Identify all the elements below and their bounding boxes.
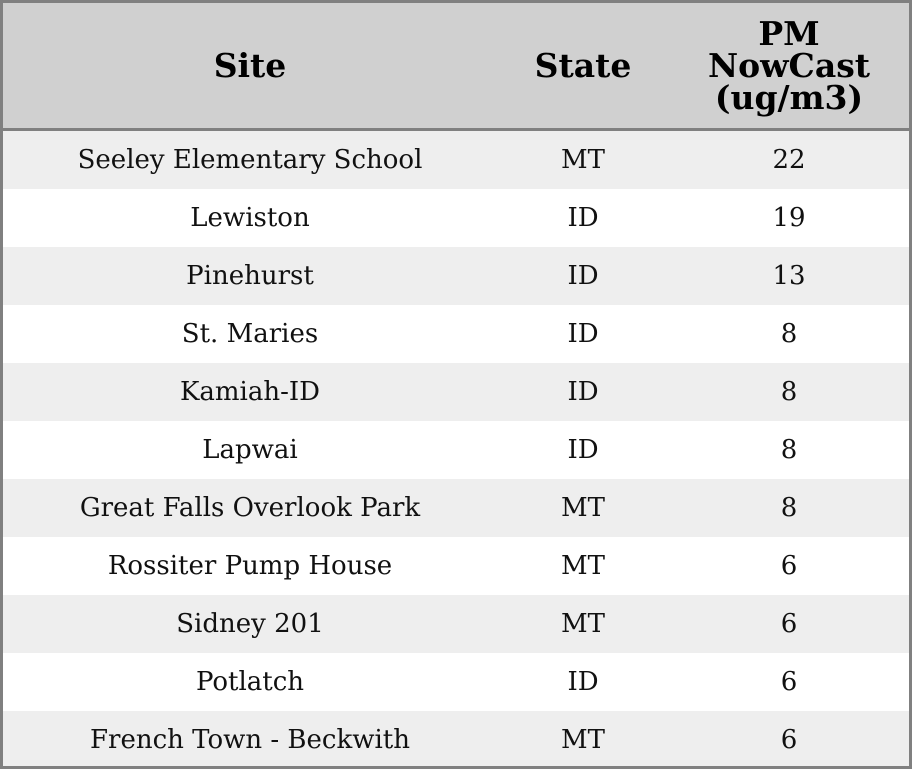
column-header-state xyxy=(497,3,669,130)
pm-value-cell: 22 xyxy=(669,130,909,190)
state-cell: MT xyxy=(497,595,669,653)
pm-value-cell: 6 xyxy=(669,595,909,653)
pm-value-cell: 8 xyxy=(669,479,909,537)
table-body xyxy=(3,130,909,769)
table-row xyxy=(3,363,909,421)
pm-value-cell: 8 xyxy=(669,305,909,363)
table-row xyxy=(3,421,909,479)
pm-value-cell: 8 xyxy=(669,363,909,421)
site-cell: Kamiah-ID xyxy=(3,363,497,421)
site-cell: Pinehurst xyxy=(3,247,497,305)
state-cell: ID xyxy=(497,363,669,421)
state-cell: ID xyxy=(497,189,669,247)
site-cell: French Town - Beckwith xyxy=(3,711,497,769)
pm-value-cell: 13 xyxy=(669,247,909,305)
table-row xyxy=(3,189,909,247)
site-cell: Lewiston xyxy=(3,189,497,247)
state-cell: ID xyxy=(497,247,669,305)
pm-value-cell: 6 xyxy=(669,537,909,595)
table-row xyxy=(3,130,909,190)
table-row xyxy=(3,537,909,595)
state-cell: MT xyxy=(497,130,669,190)
table-row xyxy=(3,479,909,537)
pm-value-cell: 19 xyxy=(669,189,909,247)
site-cell: Potlatch xyxy=(3,653,497,711)
site-cell: Lapwai xyxy=(3,421,497,479)
table-row xyxy=(3,595,909,653)
pm-value-cell: 6 xyxy=(669,711,909,769)
state-cell: MT xyxy=(497,711,669,769)
pm-nowcast-table xyxy=(3,3,909,769)
site-cell: Seeley Elementary School xyxy=(3,130,497,190)
column-header-site xyxy=(3,3,497,130)
column-header-site-label: Site xyxy=(213,45,287,85)
pm-value-cell: 8 xyxy=(669,421,909,479)
site-cell: St. Maries xyxy=(3,305,497,363)
column-header-pm-nowcast xyxy=(669,3,909,130)
table-row xyxy=(3,711,909,769)
state-cell: ID xyxy=(497,421,669,479)
column-header-state-label: State xyxy=(534,45,632,85)
site-cell: Sidney 201 xyxy=(3,595,497,653)
site-cell: Great Falls Overlook Park xyxy=(3,479,497,537)
state-cell: ID xyxy=(497,653,669,711)
state-cell: MT xyxy=(497,479,669,537)
site-cell: Rossiter Pump House xyxy=(3,537,497,595)
state-cell: MT xyxy=(497,537,669,595)
pm-value-cell: 6 xyxy=(669,653,909,711)
column-header-pm-nowcast-label: PM NowCast (ug/m3) xyxy=(707,13,871,117)
table-row xyxy=(3,247,909,305)
state-cell: ID xyxy=(497,305,669,363)
table-header-row xyxy=(3,3,909,130)
table-row xyxy=(3,653,909,711)
table-row xyxy=(3,305,909,363)
